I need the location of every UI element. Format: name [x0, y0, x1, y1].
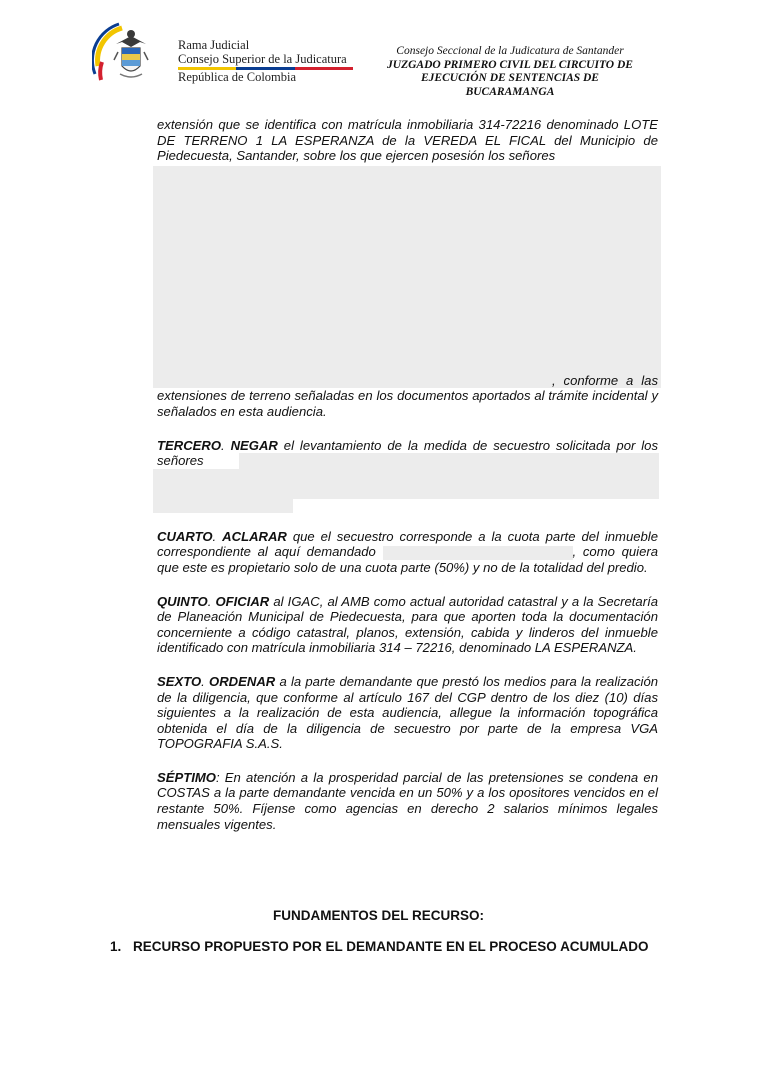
court-heading	[360, 45, 660, 99]
cuarto-text-2: , como quiera que este es propietario solo de una cuota parte (50%) y no de la totalidad del predio.	[157, 544, 658, 575]
document-body	[157, 117, 658, 832]
cuarto-label: CUARTO	[157, 528, 213, 544]
item-number: 1.	[110, 939, 122, 954]
sexto-text: a la parte demandante que prestó los medios para la realización de la diligencia, que conforme al artículo 167 del CGP dentro de los diez (10) días siguientes a la realización de esta audiencia, allegue la información topográfica obtenida el día de la diligencia de secuestro por parte de la empresa VGA TOPOGRAFIA S.A.S.	[157, 673, 659, 752]
brand-block	[178, 38, 347, 84]
sexto-verb: ORDENAR	[209, 673, 276, 689]
cuarto-text-1: que el secuestro corresponde a la cuota parte del inmueble correspondiente al aquí demandado	[157, 528, 659, 560]
quinto-verb: OFICIAR	[215, 593, 270, 609]
court-name-1: JUZGADO PRIMERO CIVIL DEL CIRCUITO DE	[387, 58, 633, 71]
resolution-cuarto: CUARTO. ACLARAR que el secuestro corresponde a la cuota parte del inmueble correspondiente al aquí demandado , como quiera que este es propietario solo de una cuota parte (50%) y no de la totalidad del predio.	[157, 528, 659, 575]
court-council: Consejo Seccional de la Judicatura de Santander	[396, 45, 624, 57]
flag-yellow	[178, 67, 236, 70]
paragraph-continuation: extensión que se identifica con matrícula inmobiliaria 314-72216 denominado LOTE DE TERRENO 1 LA ESPERANZA de la VEREDA EL FICAL del Municipio de Piedecuesta, Santander, sobre los que ejercen posesión los señores	[157, 117, 658, 164]
flag-blue	[236, 67, 294, 70]
item-text: RECURSO PROPUESTO POR EL DEMANDANTE EN EL PROCESO ACUMULADO	[133, 939, 649, 954]
brand-line-3: República de Colombia	[178, 70, 297, 84]
section-title: FUNDAMENTOS DEL RECURSO:	[273, 908, 485, 923]
resolution-quinto: QUINTO. OFICIAR al IGAC, al AMB como actual autoridad catastral y a la Secretaría de Planeación Municipal de Piedecuesta, para que aporten toda la documentación concerniente a código catastral, planos, extensión, cabida y linderos del inmueble identificado con matrícula inmobiliaria 314 – 72216, denominado LA ESPERANZA.	[157, 593, 658, 656]
quinto-label: QUINTO	[157, 593, 208, 609]
redaction-block	[153, 499, 293, 513]
tercero-label: TERCERO	[157, 437, 222, 453]
court-name-3: BUCARAMANGA	[465, 85, 555, 98]
redaction-block	[239, 453, 659, 469]
septimo-text: : En atención a la prosperidad parcial de las pretensiones se condena en COSTAS a la parte demandante vencida en un 50% y a los opositores vencidos en el restante 50%. Fíjense como agencias en derecho 2 salarios mínimos legales mensuales vigentes.	[157, 769, 658, 832]
flag-red	[295, 67, 353, 70]
sexto-label: SEXTO	[157, 673, 202, 689]
redacted-region-2	[157, 469, 658, 517]
tercero-text: el levantamiento de la medida de secuestro solicitada por los señores	[157, 437, 659, 469]
brand-line-2: Consejo Superior de la Judicatura	[178, 52, 347, 66]
paragraph-continuation-tail: , conforme a las extensiones de terreno señaladas en los documentos aportados al trámite incidental y señalados en esta audiencia.	[157, 372, 658, 419]
court-name-2: EJECUCIÓN DE SENTENCIAS DE	[421, 72, 599, 84]
redaction-block	[153, 469, 659, 499]
redacted-region-1	[157, 164, 658, 390]
quinto-text: al IGAC, al AMB como actual autoridad catastral y a la Secretaría de Planeación Municipal de Piedecuesta, para que aporten toda la documentación concerniente a código catastral, planos, extensión, cabida y linderos del inmueble identificado con matrícula inmobiliaria 314 – 72216, denominado LA ESPERANZA.	[157, 593, 658, 656]
resolution-septimo	[157, 770, 658, 832]
septimo-label: SÉPTIMO	[157, 769, 216, 785]
cuarto-verb: ACLARAR	[222, 528, 287, 544]
page-header	[0, 0, 768, 110]
colombia-coat-of-arms-icon	[92, 22, 170, 92]
numbered-item-1	[110, 939, 658, 955]
redaction-inline	[383, 546, 573, 560]
resolution-sexto: SEXTO. ORDENAR a la parte demandante que prestó los medios para la realización de la diligencia, que conforme al artículo 167 del CGP dentro de los diez (10) días siguientes a la realización de esta audiencia, allegue la información topográfica obtenida el día de la diligencia de secuestro por parte de la empresa VGA TOPOGRAFIA S.A.S.	[157, 673, 659, 752]
redaction-block	[153, 166, 661, 388]
flag-stripe	[178, 67, 353, 70]
tercero-verb: NEGAR	[230, 437, 278, 453]
brand-line-1: Rama Judicial	[178, 38, 250, 52]
resolution-tercero: TERCERO. NEGAR el levantamiento de la medida de secuestro solicitada por los señores	[157, 437, 659, 469]
